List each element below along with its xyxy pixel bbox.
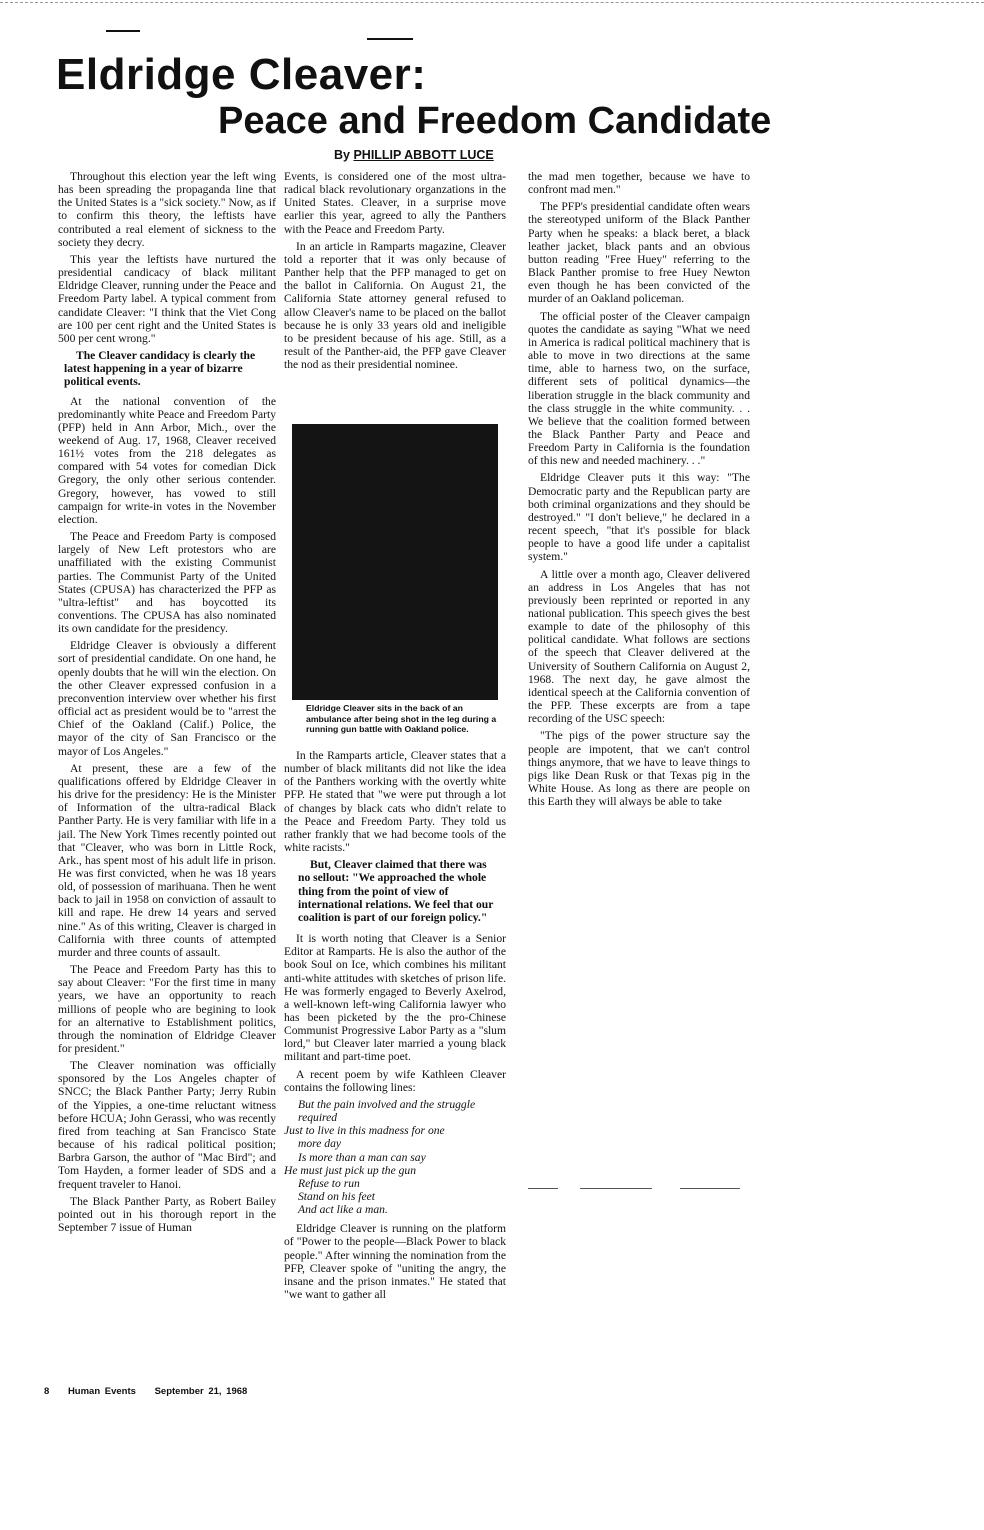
- byline-author: PHILLIP ABBOTT LUCE: [353, 148, 494, 162]
- paragraph: The Peace and Freedom Party is composed largely of New Left protestors who are unaffiliated with the existing Communist parties. The Communist Party of the United States (CPUSA) has characterized the PFP as "ultra-leftist" and has boycotted its conventions. The CPUSA has also nominated its own candidate for the presidency.: [58, 530, 276, 636]
- column-2-bottom: [284, 749, 506, 1305]
- byline: [334, 148, 494, 162]
- poem: [284, 1098, 506, 1216]
- news-photo: [292, 424, 498, 700]
- pull-quote: The Cleaver candidacy is clearly the latest happening in a year of bizarre political events.: [64, 349, 256, 389]
- column-2-top: [284, 170, 506, 375]
- page-footer: [44, 1386, 261, 1397]
- paragraph: In an article in Ramparts magazine, Cleaver told a reporter that it was only because of Panther help that the PFP managed to get on the ballot in California. On August 21, the California State attorney general refused to allow Cleaver's name to be placed on the ballot because he is only 33 years old and ineligible to be president because of his age. Still, as a result of the Panther-aid, the PFP gave Cleaver the nod as their presidential nominee.: [284, 239, 506, 372]
- top-mark: [106, 30, 140, 32]
- paragraph: In the Ramparts article, Cleaver states that a number of black militants did not like the idea of the Panthers working with the overtly white PFP. He stated that "we were put through a lot of changes by black cats who didn't relate to the Peace and Freedom Party. They told us rather frankly that we had become tools of the white racists.": [284, 749, 506, 855]
- poem-line: Refuse to run: [298, 1176, 360, 1190]
- poem-line: And act like a man.: [298, 1203, 388, 1217]
- publication-name: Human Events: [67, 1386, 136, 1397]
- paragraph: Events, is considered one of the most ultra-radical black revolutionary organzations in the United States. Cleaver, in a surprise move earlier this year, agreed to ally the Panthers with the Peace and Freedom Party.: [284, 170, 506, 236]
- poem-line: required: [298, 1111, 338, 1125]
- paragraph: This year the leftists have nurtured the presidential candicacy of black militant Eldridge Cleaver, running under the Peace and Freedom Party label. A typical comment from candidate Cleaver: "I think that the Viet Cong are 100 per cent right and the United States is 500 per cent wrong.": [58, 252, 276, 345]
- paragraph: Throughout this election year the left wing has been spreading the propaganda line that the United States is a "sick society." Now, as if to confirm this theory, the leftists have contributed a real element of sickness to the society they decry.: [58, 170, 276, 249]
- page-top-rule: [0, 2, 984, 3]
- poem-line: more day: [298, 1137, 342, 1151]
- column-3: [528, 170, 750, 812]
- paragraph: It is worth noting that Cleaver is a Senior Editor at Ramparts. He is also the author of the book Soul on Ice, which combines his militant anti-white attitudes with sketches of prison life. He was formerly engaged to Beverly Axelrod, a well-known left-wing California lawyer who has been picketed by the the pro-Chinese Communist Progressive Labor Party as a "slum lord," but Cleaver later married a young black militant and part-time poet.: [284, 932, 506, 1064]
- subheadline: Peace and Freedom Candidate: [218, 100, 772, 142]
- page-number: 8: [44, 1386, 50, 1397]
- byline-prefix: By: [334, 148, 354, 162]
- issue-date: September 21, 1968: [154, 1386, 248, 1397]
- poem-line: Just to live in this madness for one: [284, 1124, 445, 1138]
- paragraph: the mad men together, because we have to confront mad men.": [528, 170, 750, 197]
- paragraph: Eldridge Cleaver is obviously a different sort of presidential candidate. On one hand, he openly doubts that he will win the election. On the other Cleaver expressed confusion in a preconvention interview over whether his first official act as president would be to "arrest the Chief of the Oakland (Calif.) Police, the mayor of the city of San Francisco or the mayor of Los Angeles.": [58, 639, 276, 758]
- paragraph: The PFP's presidential candidate often wears the stereotyped uniform of the Black Panther Party when he speaks: a black beret, a black leather jacket, black pants and an obvious button reading "Free Huey" referring to the Black Panther promise to free Huey Newton even though he has been convicted of the murder of an Oakland policeman.: [528, 200, 750, 306]
- poem-line: Is more than a man can say: [298, 1150, 426, 1164]
- column-1: [58, 170, 276, 1238]
- pull-quote: But, Cleaver claimed that there was no sellout: "We approached the whole thing from the point of view of international relations. We feel that our coalition is part of our foreign policy.": [298, 858, 494, 924]
- paragraph: Eldridge Cleaver is running on the platform of "Power to the people—Black Power to black people." After winning the nomination from the PFP, Cleaver spoke of "uniting the angry, the insane and the prison inmates." He stated that "we want to gather all: [284, 1222, 506, 1302]
- column-rule: [580, 1188, 652, 1189]
- top-mark: [367, 38, 413, 40]
- paragraph: At the national convention of the predominantly white Peace and Freedom Party (PFP) held in Ann Arbor, Mich., over the weekend of Aug. 17, 1968, Cleaver received 161½ votes from the 218 delegates as compared with 54 votes for comedian Dick Gregory, the only other serious contender. Gregory, however, has vowed to still campaign for write-in votes in the November election.: [58, 394, 276, 526]
- paragraph: The Black Panther Party, as Robert Bailey pointed out in his thorough report in the September 7 issue of Human: [58, 1194, 276, 1235]
- paragraph: The Peace and Freedom Party has this to say about Cleaver: "For the first time in many years, we have an opportunity to reach millions of people who are begining to look for an alternative to Establishment politics, through the nomination of Eldridge Cleaver for president.": [58, 963, 276, 1055]
- poem-line: Stand on his feet: [298, 1190, 375, 1203]
- paragraph: "The pigs of the power structure say the people are impotent, that we can't control things anymore, that we have to leave things to pigs like Dean Rusk or that Texas pig in the White House. As long as there are people on this Earth they will always be able to take: [528, 729, 750, 809]
- paragraph: Eldridge Cleaver puts it this way: "The Democratic party and the Republican party are both criminal organizations and they should be destroyed." "I don't believe," he declared in a recent speech, "that it's possible for black people to have a good life under a capitalist system.": [528, 471, 750, 564]
- paragraph: A recent poem by wife Kathleen Cleaver contains the following lines:: [284, 1067, 506, 1094]
- poem-line: He must just pick up the gun: [284, 1163, 417, 1177]
- paragraph: The Cleaver nomination was officially sponsored by the Los Angeles chapter of SNCC; the Black Panther Party; Jerry Rubin of the Yippies, a one-time reluctant witness before HCUA; John Gerassi, who was recently fired from teaching at San Francisco State because of his radical political position; Barbra Garson, the author of "Mac Bird"; and Tom Hayden, a former leader of SDS and a frequent traveler to Hanoi.: [58, 1059, 276, 1191]
- column-rule: [680, 1188, 740, 1189]
- headline: Eldridge Cleaver:: [56, 50, 427, 99]
- paragraph: A little over a month ago, Cleaver delivered an address in Los Angeles that has not previously been reprinted or reported in any national publication. This speech gives the best example to date of the philosophy of this political candidate. What follows are sections of the speech that Cleaver delivered at the University of Southern California on August 2, 1968. The next day, he gave almost the identical speech at the California convention of the PFP. These excerpts are from a tape recording of the USC speech:: [528, 567, 750, 726]
- poem-line: But the pain involved and the struggle: [298, 1097, 476, 1111]
- column-rule: [528, 1188, 558, 1189]
- paragraph: The official poster of the Cleaver campaign quotes the candidate as saying "What we need in America is radical political machinery that is able to move in two directions at the same time, able to harness two, on the surface, different sets of political dynamics—the liberation struggle in the black community and the class struggle in the white community. . . We believe that the coalition formed between the Black Panther Party and Peace and Freedom Party in California is the foundation of this new and needed machinery. . .": [528, 309, 750, 468]
- paragraph: At present, these are a few of the qualifications offered by Eldridge Cleaver in his drive for the presidency: He is the Minister of Information of the ultra-radical Black Panther Party. He is very familiar with life in a jail. The New York Times recently pointed out that "Cleaver, who was born in Little Rock, Ark., has spent most of his adult life in prison. He was first convicted, when he was 18 years old, of possession of marihuana. Then he went back to jail in 1958 on conviction of assault to kill and rape. He drew 14 years and served nine." As of this writing, Cleaver is charged in California with three counts of attempted murder and three counts of assault.: [58, 761, 276, 959]
- photo-caption: Eldridge Cleaver sits in the back of an ambulance after being shot in the leg during a running gun battle with Oakland police.: [306, 703, 497, 734]
